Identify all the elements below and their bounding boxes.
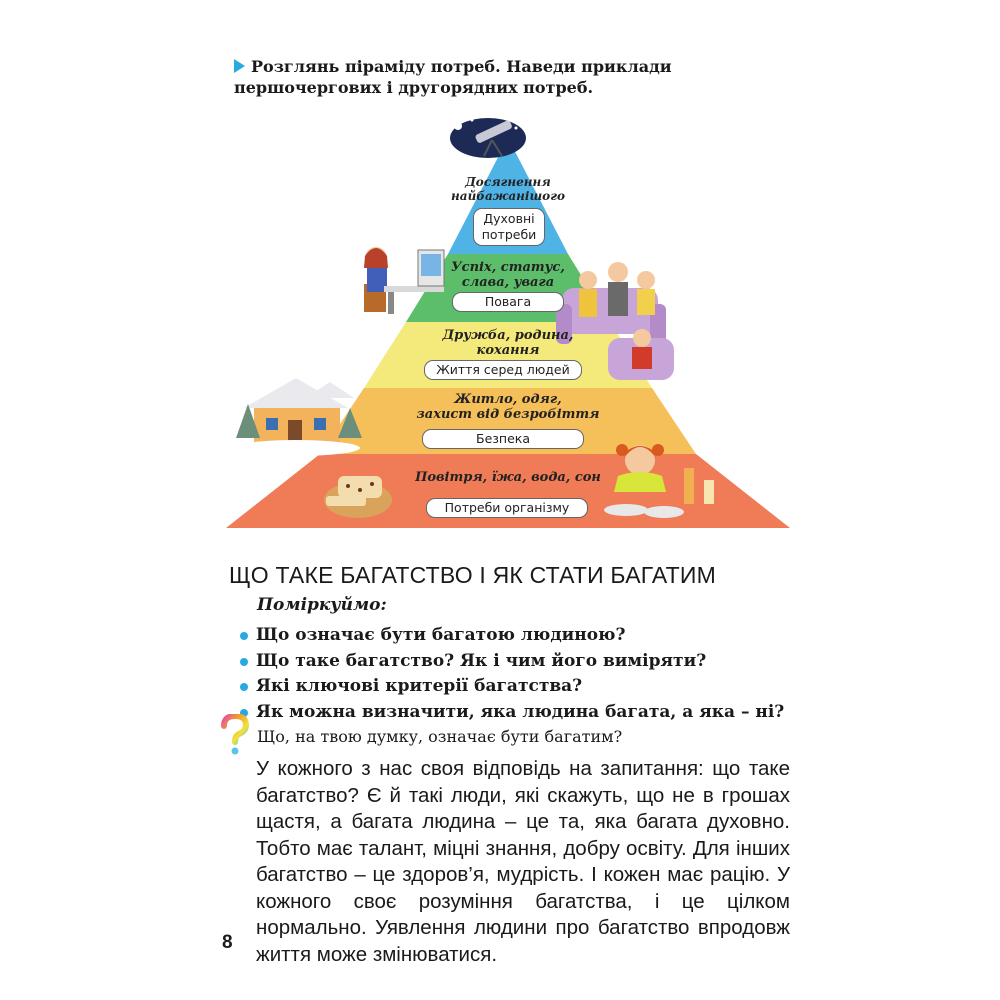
- level-1-examples-line-1: Досягнення: [465, 175, 551, 189]
- level-1-label-line-1: Духовні: [483, 211, 535, 226]
- level-1-examples: [393, 175, 623, 203]
- think-heading: Поміркуймо:: [257, 595, 387, 615]
- discussion-questions: [238, 623, 784, 725]
- level-2-examples-line-1: Успіх, статус,: [451, 260, 565, 275]
- level-4-label: Безпека: [422, 429, 584, 449]
- telescope-icon: [450, 118, 526, 158]
- list-item: [238, 674, 784, 700]
- list-item: [238, 700, 784, 726]
- question-mark-icon: [218, 714, 252, 756]
- level-1-examples-line-2: найбажанішого: [451, 189, 565, 203]
- level-3-examples-line-1: Дружба, родина,: [442, 328, 574, 343]
- pyramid-graphic: [226, 108, 790, 530]
- section-title: ЩО ТАКЕ БАГАТСТВО І ЯК СТАТИ БАГАТИМ: [229, 562, 716, 588]
- level-2-examples-line-2: слава, увага: [461, 275, 555, 290]
- page-number: 8: [222, 932, 233, 953]
- level-3-label: Життя серед людей: [424, 360, 582, 380]
- bullet-text: Які ключові критерії багатства?: [256, 676, 583, 696]
- level-2-label: Повага: [452, 292, 564, 312]
- task-marker-icon: [234, 59, 245, 73]
- task-instruction: [234, 56, 794, 98]
- reflection-question: Що, на твою думку, означає бути багатим?: [257, 727, 623, 746]
- house-icon: [232, 378, 362, 456]
- needs-pyramid: [226, 108, 790, 530]
- task-text: Розглянь піраміду потреб. Наведи приклади першочергових і другорядних потреб.: [234, 57, 672, 97]
- bullet-icon: [240, 683, 248, 691]
- bullet-text: Що таке багатство? Як і чим його виміряти?: [256, 650, 707, 671]
- bullet-text: Що означає бути багатою людиною?: [256, 625, 626, 645]
- level-3-examples-line-2: кохання: [476, 343, 540, 358]
- level-4-examples-line-1: Житло, одяг,: [454, 392, 562, 407]
- level-4-examples-line-2: захист від безробіття: [416, 407, 600, 422]
- level-1-label-line-2: потреби: [481, 227, 537, 242]
- level-5-label: Потреби організму: [426, 498, 588, 518]
- body-paragraph: У кожного з нас своя відповідь на запитання: що таке багатство? Є й такі люди, які скажуть, що не в грошах щастя, а багата людина – це та, яка багата духовно. Тобто має талант, міцні знання, добру освіту. Для інших багатство – це здоров’я, мудрість. І кожен має рацію. У кожного своє розуміння багатства, і це цілком нормально. Уявлення людини про багатство впродовж життя може змінюватися.: [256, 757, 790, 966]
- level-4-examples: [393, 392, 623, 422]
- bullet-icon: [240, 632, 248, 640]
- list-item: [238, 649, 784, 675]
- bullet-icon: [240, 658, 248, 666]
- level-2-examples: [393, 260, 623, 290]
- list-item: [238, 623, 784, 649]
- bullet-text: Як можна визначити, яка людина багата, а яка – ні?: [256, 701, 785, 722]
- level-1-label: [473, 208, 545, 246]
- level-5-examples: Повітря, їжа, вода, сон: [415, 470, 601, 485]
- level-3-examples: [393, 328, 623, 358]
